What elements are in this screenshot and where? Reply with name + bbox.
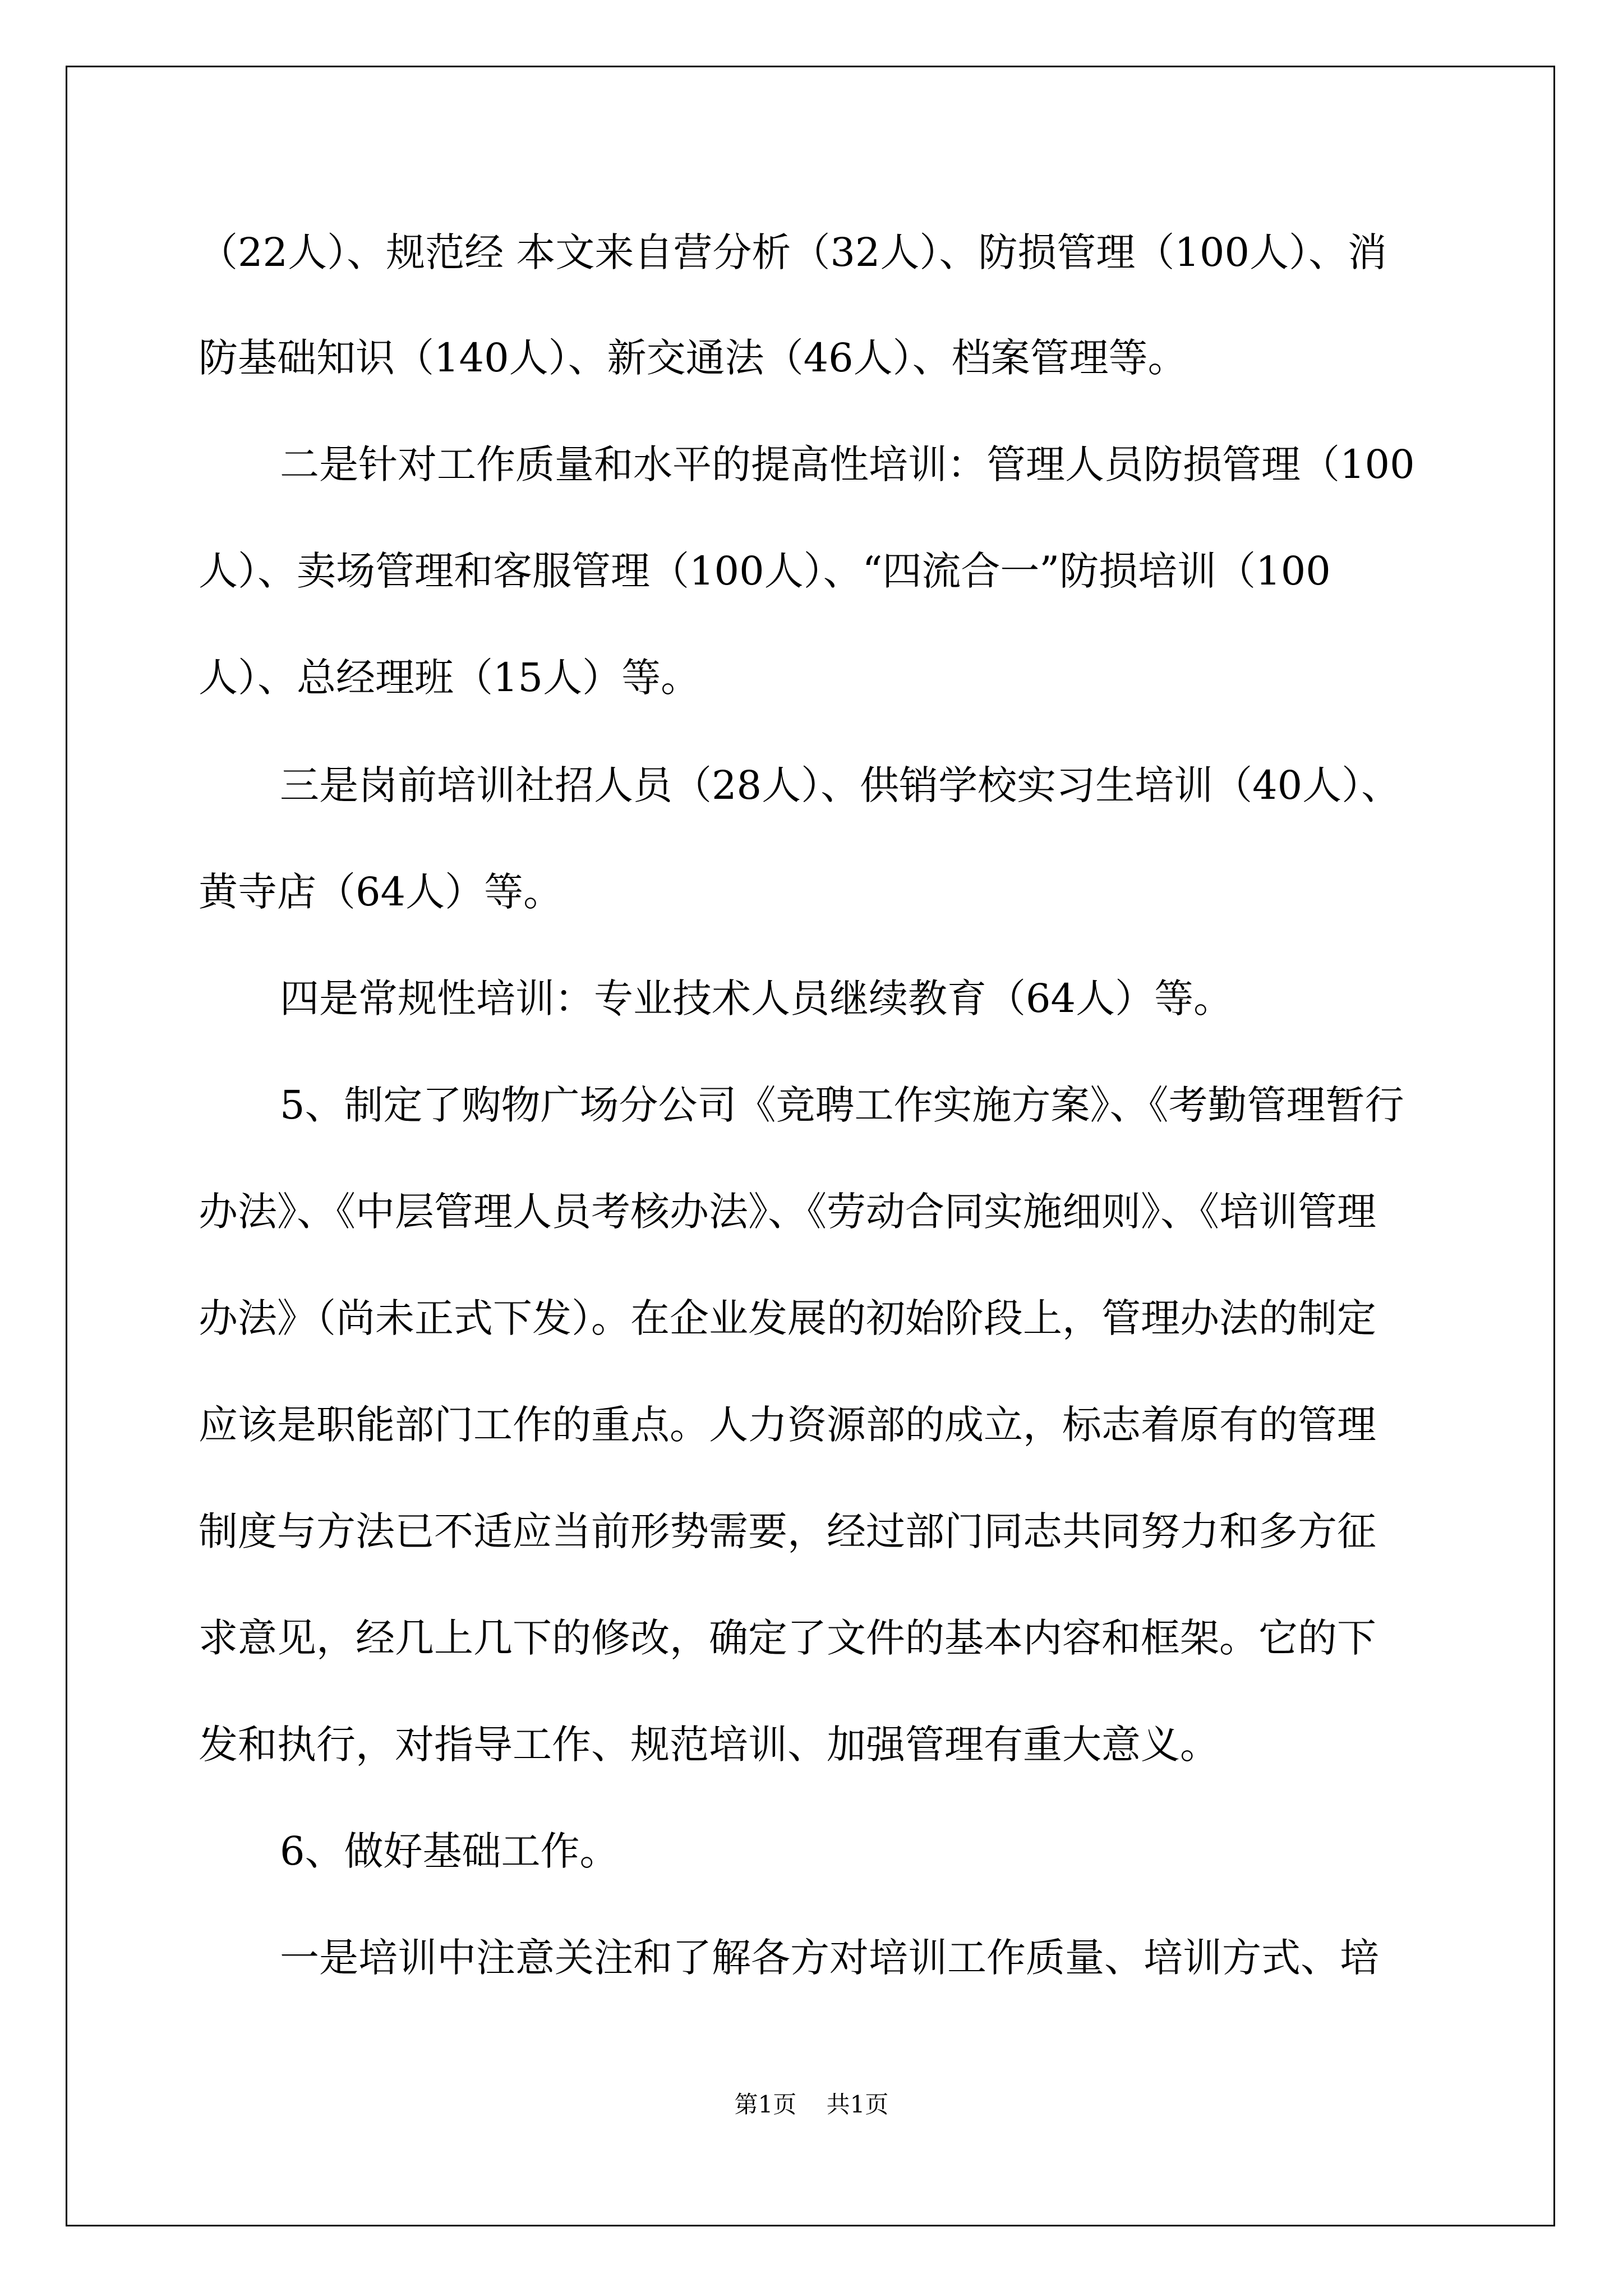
text-line: 人）、总经理班（15人）等。 <box>199 655 700 701</box>
text-line: 办法》、《中层管理人员考核办法》、《劳动合同实施细则》、《培训管理 <box>199 1189 1376 1235</box>
text-line: 一是培训中注意关注和了解各方对培训工作质量、培训方式、培 <box>280 1935 1379 1981</box>
text-line: 办法》（尚未正式下发）。在企业发展的初始阶段上，管理办法的制定 <box>199 1295 1376 1341</box>
text-line: 黄寺店（64人）等。 <box>199 869 563 915</box>
text-line: 四是常规性培训：专业技术人员继续教育（64人）等。 <box>280 976 1233 1022</box>
text-line: 三是岗前培训社招人员（28人）、供销学校实习生培训（40人）、 <box>280 762 1401 808</box>
text-line: 5、制定了购物广场分公司《竞聘工作实施方案》、《考勤管理暂行 <box>280 1082 1404 1128</box>
text-line: 二是针对工作质量和水平的提高性培训：管理人员防损管理（100 <box>280 441 1415 487</box>
text-line: （22人）、规范经 本文来自营分析（32人）、防损管理（100人）、消 <box>199 229 1387 275</box>
text-line: 制度与方法已不适应当前形势需要，经过部门同志共同努力和多方征 <box>199 1508 1376 1554</box>
text-line: 求意见，经几上几下的修改，确定了文件的基本内容和框架。它的下 <box>199 1615 1376 1661</box>
page-border <box>66 66 1555 2226</box>
text-line: 6、做好基础工作。 <box>280 1828 619 1874</box>
text-line: 发和执行，对指导工作、规范培训、加强管理有重大意义。 <box>199 1722 1219 1768</box>
page-number-footer: 第1页 共1页 <box>734 2091 889 2118</box>
text-line: 人）、卖场管理和客服管理（100人）、“四流合一”防损培训（100 <box>199 548 1331 594</box>
text-line: 应该是职能部门工作的重点。人力资源部的成立，标志着原有的管理 <box>199 1402 1376 1448</box>
text-line: 防基础知识（140人）、新交通法（46人）、档案管理等。 <box>199 335 1187 381</box>
